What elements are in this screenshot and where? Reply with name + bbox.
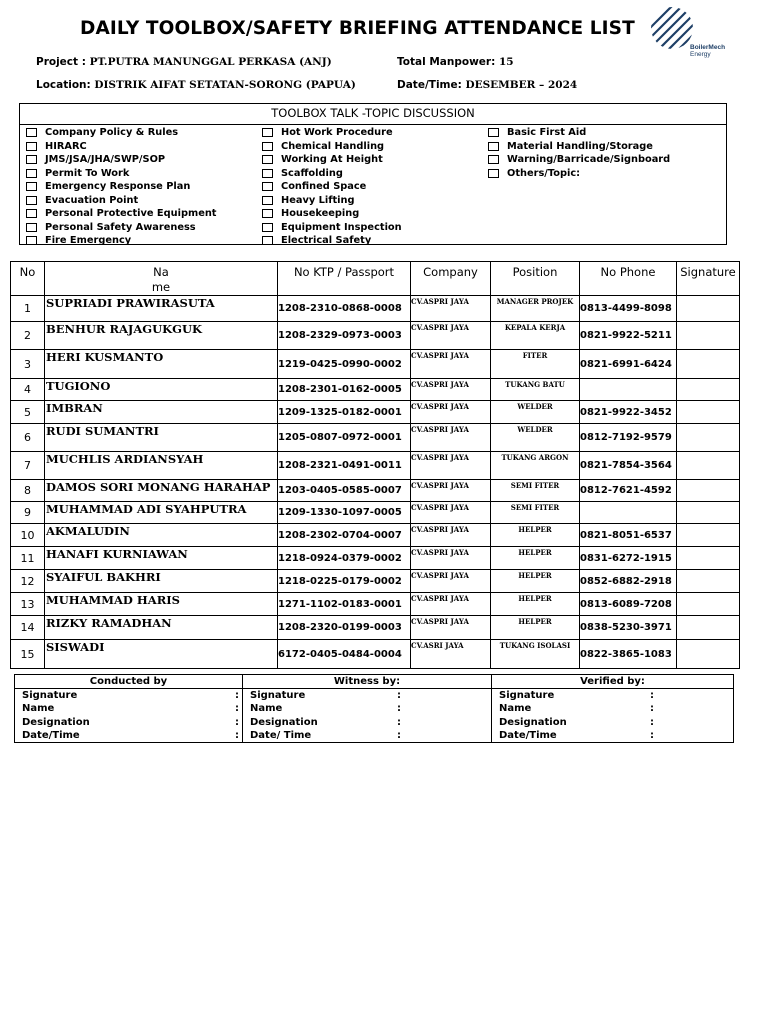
topic-label: Warning/Barricade/Signboard bbox=[507, 154, 671, 166]
topic-label: Fire Emergency bbox=[45, 235, 132, 247]
topic-item bbox=[26, 167, 217, 181]
table-row bbox=[11, 480, 740, 502]
topic-label: Emergency Response Plan bbox=[45, 181, 191, 193]
topic-label: Personal Safety Awareness bbox=[45, 221, 196, 233]
table-row bbox=[11, 296, 740, 322]
row-no: 13 bbox=[11, 593, 45, 616]
project-value: PT.PUTRA MANUNGGAL PERKASA (ANJ) bbox=[89, 56, 332, 68]
header-signature: Signature bbox=[677, 262, 740, 296]
project-info bbox=[36, 56, 332, 68]
conducted-field[interactable] bbox=[22, 702, 239, 715]
row-position: MANAGER PROJEK bbox=[491, 296, 580, 322]
topic-checkbox[interactable] bbox=[262, 223, 273, 232]
topic-item bbox=[26, 194, 217, 208]
row-ktp: 1208-2301-0162-0005 bbox=[278, 379, 411, 401]
row-phone: 0822-3865-1083 bbox=[580, 640, 677, 669]
witness-field[interactable] bbox=[250, 716, 484, 729]
row-phone: 0821-9922-5211 bbox=[580, 322, 677, 350]
signoff-table bbox=[14, 674, 734, 743]
row-ktp: 1219-0425-0990-0002 bbox=[278, 350, 411, 379]
row-company: CV.ASPRI JAYA bbox=[411, 570, 491, 593]
topic-label: Equipment Inspection bbox=[281, 221, 402, 233]
datetime-info bbox=[397, 79, 577, 91]
witness-field-label: Date/ Time bbox=[250, 729, 312, 741]
page-title: DAILY TOOLBOX/SAFETY BRIEFING ATTENDANCE LIST bbox=[80, 18, 635, 39]
topic-item bbox=[26, 221, 217, 235]
conducted-field[interactable] bbox=[22, 716, 239, 729]
row-signature[interactable] bbox=[677, 322, 740, 350]
witness-field-colon: : bbox=[397, 690, 401, 701]
row-company: CV.ASPRI JAYA bbox=[411, 401, 491, 424]
manpower-label: Total Manpower: bbox=[397, 56, 496, 68]
row-phone: 0821-6991-6424 bbox=[580, 350, 677, 379]
topic-checkbox[interactable] bbox=[262, 155, 273, 164]
row-name: TUGIONO bbox=[45, 379, 278, 401]
topic-item bbox=[262, 126, 402, 140]
row-position: SEMI FITER bbox=[491, 480, 580, 502]
row-position: SEMI FITER bbox=[491, 502, 580, 524]
witness-field[interactable] bbox=[250, 729, 484, 742]
row-position: KEPALA KERJA bbox=[491, 322, 580, 350]
row-name: RUDI SUMANTRI bbox=[45, 424, 278, 452]
topic-column-1 bbox=[26, 126, 217, 248]
topic-checkbox[interactable] bbox=[262, 236, 273, 245]
topic-item bbox=[26, 126, 217, 140]
topic-column-3 bbox=[488, 126, 670, 180]
header-phone: No Phone bbox=[580, 262, 677, 296]
witness-field[interactable] bbox=[250, 702, 484, 715]
topic-checkbox[interactable] bbox=[26, 169, 37, 178]
topic-item bbox=[262, 180, 402, 194]
row-company: CV.ASRI JAYA bbox=[411, 640, 491, 669]
verified-field[interactable] bbox=[499, 729, 726, 742]
row-ktp: 1209-1325-0182-0001 bbox=[278, 401, 411, 424]
verified-field-colon: : bbox=[650, 703, 654, 715]
manpower-info bbox=[397, 56, 514, 68]
topic-label: Material Handling/Storage bbox=[507, 140, 653, 152]
row-company: CV.ASPRI JAYA bbox=[411, 322, 491, 350]
row-position: TUKANG BATU bbox=[491, 379, 580, 401]
table-row bbox=[11, 570, 740, 593]
row-company: CV.ASPRI JAYA bbox=[411, 424, 491, 452]
topic-checkbox[interactable] bbox=[488, 155, 499, 164]
conducted-field[interactable] bbox=[22, 689, 239, 702]
datetime-value: DESEMBER – 2024 bbox=[465, 79, 578, 91]
header-name-line2: me bbox=[151, 280, 171, 294]
header-name-line1: Na bbox=[153, 265, 169, 279]
row-name: MUHAMMAD ADI SYAHPUTRA bbox=[45, 502, 278, 524]
witness-field-colon: : bbox=[397, 729, 401, 741]
topic-checkbox[interactable] bbox=[26, 155, 37, 164]
verified-field-colon: : bbox=[650, 716, 654, 728]
table-row bbox=[11, 452, 740, 480]
row-no: 8 bbox=[11, 480, 45, 502]
verified-field-label: Date/Time bbox=[499, 729, 557, 741]
topic-label: Heavy Lifting bbox=[281, 194, 355, 206]
topic-label: HIRARC bbox=[45, 140, 87, 152]
topic-discussion-box bbox=[19, 103, 727, 245]
topic-item bbox=[262, 221, 402, 235]
topic-label: Chemical Handling bbox=[281, 140, 385, 152]
row-position: TUKANG ISOLASI bbox=[491, 640, 580, 669]
row-ktp: 1208-2310-0868-0008 bbox=[278, 296, 411, 322]
row-signature[interactable] bbox=[677, 424, 740, 452]
conducted-fields bbox=[15, 689, 243, 743]
row-phone: 0812-7192-9579 bbox=[580, 424, 677, 452]
row-company: CV.ASPRI JAYA bbox=[411, 502, 491, 524]
row-ktp: 1218-0924-0379-0002 bbox=[278, 547, 411, 570]
witness-heading: Witness by: bbox=[243, 675, 492, 689]
row-no: 7 bbox=[11, 452, 45, 480]
row-company: CV.ASPRI JAYA bbox=[411, 524, 491, 547]
conducted-field-label: Name bbox=[22, 703, 55, 715]
conducted-field[interactable] bbox=[22, 729, 239, 742]
conducted-field-label: Designation bbox=[22, 716, 90, 728]
row-ktp: 1208-2320-0199-0003 bbox=[278, 616, 411, 640]
topic-item bbox=[262, 234, 402, 248]
row-no: 12 bbox=[11, 570, 45, 593]
row-signature[interactable] bbox=[677, 547, 740, 570]
row-name: SISWADI bbox=[45, 640, 278, 669]
row-no: 1 bbox=[11, 296, 45, 322]
conducted-field-colon: : bbox=[235, 716, 239, 728]
row-name: MUCHLIS ARDIANSYAH bbox=[45, 452, 278, 480]
row-company: CV.ASPRI JAYA bbox=[411, 296, 491, 322]
row-phone: 0812-7621-4592 bbox=[580, 480, 677, 502]
topic-checkbox[interactable] bbox=[488, 169, 499, 178]
topic-item bbox=[26, 180, 217, 194]
row-position: TUKANG ARGON bbox=[491, 452, 580, 480]
table-row bbox=[11, 547, 740, 570]
row-position: HELPER bbox=[491, 570, 580, 593]
row-signature[interactable] bbox=[677, 616, 740, 640]
table-row bbox=[11, 524, 740, 547]
row-phone: 0821-7854-3564 bbox=[580, 452, 677, 480]
topic-item bbox=[488, 167, 670, 181]
row-ktp: 1208-2321-0491-0011 bbox=[278, 452, 411, 480]
conducted-field-label: Date/Time bbox=[22, 729, 80, 741]
row-position: WELDER bbox=[491, 424, 580, 452]
topic-item bbox=[26, 153, 217, 167]
verified-field-label: Designation bbox=[499, 716, 567, 728]
row-position: FITER bbox=[491, 350, 580, 379]
verified-heading: Verified by: bbox=[492, 675, 734, 689]
witness-field[interactable] bbox=[250, 689, 484, 702]
row-signature[interactable] bbox=[677, 296, 740, 322]
row-company: CV.ASPRI JAYA bbox=[411, 547, 491, 570]
logo-wordmark bbox=[690, 44, 725, 58]
header-no: No bbox=[11, 262, 45, 296]
row-ktp: 1208-2302-0704-0007 bbox=[278, 524, 411, 547]
table-row bbox=[11, 640, 740, 669]
row-name: BENHUR RAJAGUKGUK bbox=[45, 322, 278, 350]
topic-checkbox[interactable] bbox=[262, 196, 273, 205]
row-ktp: 1209-1330-1097-0005 bbox=[278, 502, 411, 524]
topic-item bbox=[488, 140, 670, 154]
row-phone: 0831-6272-1915 bbox=[580, 547, 677, 570]
row-phone bbox=[580, 502, 677, 524]
row-name: IMBRAN bbox=[45, 401, 278, 424]
topic-checkbox[interactable] bbox=[26, 196, 37, 205]
topic-item bbox=[488, 153, 670, 167]
topic-label: Personal Protective Equipment bbox=[45, 208, 217, 220]
row-signature[interactable] bbox=[677, 640, 740, 669]
row-signature[interactable] bbox=[677, 379, 740, 401]
witness-field-label: Designation bbox=[250, 716, 318, 728]
witness-fields bbox=[243, 689, 492, 743]
row-ktp: 6172-0405-0484-0004 bbox=[278, 640, 411, 669]
conducted-field-colon: : bbox=[235, 703, 239, 715]
manpower-value: 15 bbox=[498, 56, 514, 68]
row-signature[interactable] bbox=[677, 593, 740, 616]
row-no: 15 bbox=[11, 640, 45, 669]
topic-label: JMS/JSA/JHA/SWP/SOP bbox=[45, 154, 166, 166]
topic-label: Scaffolding bbox=[281, 167, 343, 179]
table-row bbox=[11, 502, 740, 524]
topic-column-2 bbox=[262, 126, 402, 248]
topic-label: Company Policy & Rules bbox=[45, 127, 179, 139]
header-position: Position bbox=[491, 262, 580, 296]
topic-item bbox=[262, 194, 402, 208]
row-company: CV.ASPRI JAYA bbox=[411, 480, 491, 502]
row-phone: 0813-6089-7208 bbox=[580, 593, 677, 616]
topic-checkbox[interactable] bbox=[26, 236, 37, 245]
topic-checkbox[interactable] bbox=[26, 209, 37, 218]
row-no: 11 bbox=[11, 547, 45, 570]
topic-checkbox[interactable] bbox=[262, 128, 273, 137]
row-no: 2 bbox=[11, 322, 45, 350]
row-no: 9 bbox=[11, 502, 45, 524]
topic-checkbox[interactable] bbox=[26, 128, 37, 137]
row-company: CV.ASPRI JAYA bbox=[411, 452, 491, 480]
row-position: HELPER bbox=[491, 524, 580, 547]
row-company: CV.ASPRI JAYA bbox=[411, 350, 491, 379]
conducted-field-colon: : bbox=[235, 729, 239, 741]
row-signature[interactable] bbox=[677, 401, 740, 424]
topic-checkbox[interactable] bbox=[26, 223, 37, 232]
topic-item bbox=[488, 126, 670, 140]
row-no: 4 bbox=[11, 379, 45, 401]
row-ktp: 1208-2329-0973-0003 bbox=[278, 322, 411, 350]
row-ktp: 1205-0807-0972-0001 bbox=[278, 424, 411, 452]
topic-label: Evacuation Point bbox=[45, 194, 139, 206]
table-row bbox=[11, 401, 740, 424]
row-ktp: 1203-0405-0585-0007 bbox=[278, 480, 411, 502]
row-position: HELPER bbox=[491, 616, 580, 640]
witness-field-colon: : bbox=[397, 703, 401, 715]
row-no: 5 bbox=[11, 401, 45, 424]
row-company: CV.ASPRI JAYA bbox=[411, 379, 491, 401]
topic-checkbox[interactable] bbox=[262, 169, 273, 178]
table-row bbox=[11, 350, 740, 379]
row-ktp: 1271-1102-0183-0001 bbox=[278, 593, 411, 616]
row-name: HERI KUSMANTO bbox=[45, 350, 278, 379]
topic-checkbox[interactable] bbox=[262, 142, 273, 151]
datetime-label: Date/Time: bbox=[397, 79, 462, 91]
row-phone bbox=[580, 379, 677, 401]
project-label: Project : bbox=[36, 56, 86, 68]
row-signature[interactable] bbox=[677, 502, 740, 524]
row-phone: 0838-5230-3971 bbox=[580, 616, 677, 640]
topic-label: Permit To Work bbox=[45, 167, 130, 179]
topic-item bbox=[262, 153, 402, 167]
verified-fields bbox=[492, 689, 734, 743]
row-phone: 0852-6882-2918 bbox=[580, 570, 677, 593]
row-phone: 0821-9922-3452 bbox=[580, 401, 677, 424]
row-position: WELDER bbox=[491, 401, 580, 424]
topic-label: Basic First Aid bbox=[507, 127, 587, 139]
row-no: 10 bbox=[11, 524, 45, 547]
row-signature[interactable] bbox=[677, 452, 740, 480]
topic-checkbox[interactable] bbox=[262, 182, 273, 191]
verified-field[interactable] bbox=[499, 702, 726, 715]
location-label: Location: bbox=[36, 79, 91, 91]
verified-field[interactable] bbox=[499, 716, 726, 729]
row-name: MUHAMMAD HARIS bbox=[45, 593, 278, 616]
row-no: 6 bbox=[11, 424, 45, 452]
topic-heading: TOOLBOX TALK -TOPIC DISCUSSION bbox=[20, 104, 726, 125]
witness-field-colon: : bbox=[397, 716, 401, 728]
row-name: RIZKY RAMADHAN bbox=[45, 616, 278, 640]
row-name: SYAIFUL BAKHRI bbox=[45, 570, 278, 593]
topic-label: Housekeeping bbox=[281, 208, 360, 220]
verified-field-label: Name bbox=[499, 703, 532, 715]
verified-field-colon: : bbox=[650, 690, 654, 701]
topic-item bbox=[262, 140, 402, 154]
verified-field-label: Signature bbox=[499, 690, 555, 701]
witness-field-label: Signature bbox=[250, 690, 306, 701]
topic-label: Electrical Safety bbox=[281, 235, 372, 247]
topic-label: Others/Topic: bbox=[507, 167, 581, 179]
row-name: SUPRIADI PRAWIRASUTA bbox=[45, 296, 278, 322]
table-row bbox=[11, 616, 740, 640]
row-phone: 0821-8051-6537 bbox=[580, 524, 677, 547]
witness-field-label: Name bbox=[250, 703, 283, 715]
table-row bbox=[11, 379, 740, 401]
logo-line1: BoilerMech bbox=[690, 44, 726, 51]
logo-line2: Energy bbox=[690, 51, 711, 58]
row-name: DAMOS SORI MONANG HARAHAP bbox=[45, 480, 278, 502]
row-no: 14 bbox=[11, 616, 45, 640]
topic-label: Hot Work Procedure bbox=[281, 127, 393, 139]
row-signature[interactable] bbox=[677, 524, 740, 547]
verified-field[interactable] bbox=[499, 689, 726, 702]
topic-checkbox[interactable] bbox=[262, 209, 273, 218]
topic-item bbox=[26, 234, 217, 248]
header-ktp: No KTP / Passport bbox=[278, 262, 411, 296]
header-name bbox=[45, 262, 278, 296]
table-row bbox=[11, 424, 740, 452]
topic-label: Confined Space bbox=[281, 181, 367, 193]
location-value: DISTRIK AIFAT SETATAN-SORONG (PAPUA) bbox=[94, 79, 356, 91]
table-row bbox=[11, 322, 740, 350]
table-header-row bbox=[11, 262, 740, 296]
location-info bbox=[36, 79, 356, 91]
row-name: HANAFI KURNIAWAN bbox=[45, 547, 278, 570]
topic-item bbox=[26, 207, 217, 221]
row-ktp: 1218-0225-0179-0002 bbox=[278, 570, 411, 593]
table-row bbox=[11, 593, 740, 616]
row-signature[interactable] bbox=[677, 350, 740, 379]
row-signature[interactable] bbox=[677, 570, 740, 593]
row-position: HELPER bbox=[491, 547, 580, 570]
row-signature[interactable] bbox=[677, 480, 740, 502]
topic-item bbox=[262, 167, 402, 181]
conducted-field-label: Signature bbox=[22, 690, 78, 701]
row-company: CV.ASPRI JAYA bbox=[411, 593, 491, 616]
attendance-table bbox=[10, 261, 740, 669]
topic-checkbox[interactable] bbox=[488, 128, 499, 137]
verified-field-colon: : bbox=[650, 729, 654, 741]
topic-checkbox[interactable] bbox=[488, 142, 499, 151]
conducted-heading: Conducted by bbox=[15, 675, 243, 689]
row-position: HELPER bbox=[491, 593, 580, 616]
row-no: 3 bbox=[11, 350, 45, 379]
topic-checkbox[interactable] bbox=[26, 182, 37, 191]
row-company: CV.ASPRI JAYA bbox=[411, 616, 491, 640]
topic-label: Working At Height bbox=[281, 154, 383, 166]
conducted-field-colon: : bbox=[235, 690, 239, 701]
topic-checkbox[interactable] bbox=[26, 142, 37, 151]
header-company: Company bbox=[411, 262, 491, 296]
row-phone: 0813-4499-8098 bbox=[580, 296, 677, 322]
row-name: AKMALUDIN bbox=[45, 524, 278, 547]
topic-item bbox=[262, 207, 402, 221]
topic-item bbox=[26, 140, 217, 154]
